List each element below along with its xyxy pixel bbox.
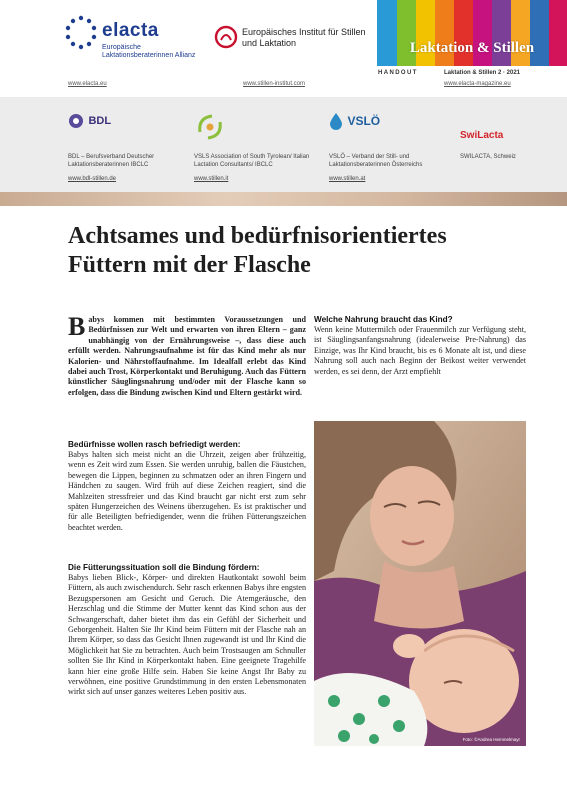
elacta-subtitle: Europäische Laktationsberaterinnen Allianz [102,44,196,59]
section-bonding-body: Babys lieben Blick-, Körper- und direkten Hautkontakt sowohl beim Füttern, als auch zwischendurch. Sehr rasch erkennen Babys ihre engsten Bezugspersonen am Gesicht und Geruch. Die Atemgeräusche, den Herzschlag und die Stimme der Mutter kennt das Kind schon aus der Schwangerschaft, daher bietet ihm das ein Gefühl der Sicherheit und Geborgenheit. Halten Sie Ihr Kind beim Füttern mit der Flasche nah an Ihrem Körper, so dass das Gesicht Ihnen zugewandt ist und Ihr Kind die Möglichkeit hat Sie zu betrachten. Auch beim Trostsaugen am Schnuller sollten Sie Ihr Kind in Körperkontakt haben. Eine geeignete Tragehilfe kann hier eine große Hilfe sein. Haben Sie keine Angst Ihr Baby zu verwöhnen, eine positive Grundstimmung in den ersten Lebensmonaten wirkt sich auf unser ganzes weiteres Leben positiv aus. [68,573,306,697]
magazine-title: Laktation & Stillen [409,40,535,56]
section-needs-body: Babys halten sich meist nicht an die Uhrzeit, zeigen aber frühzeitig, wenn es Zeit wird zum Essen. Sie werden unruhig, ballen die Fäustchen, bewegen die Lippen, beginnen zu schmatzen oder an ihren Fingern und Händchen zu saugen. Wird früh auf diese Zeichen reagiert, sind die Mahlzeiten stressfreier und das Kind braucht gar nicht erst zum sehr späten Hungerzeichen des Weinens überzugehen. Es ist praktischer und für alle Beteiligten befriedigender, wenn die frühen Fütterungszeichen beachtet werden. [68,450,306,532]
bdl-url[interactable]: www.bdl-stillen.de [68,176,117,182]
vslo-text: VSLÖ – Verband der Still- und Laktationsberaterinnen Österreichs [329,154,423,168]
article-title [68,222,548,280]
efi-logo [214,24,364,64]
vslo-drop-icon [329,112,343,130]
elacta-name: elacta [102,20,159,41]
handout-label: HANDOUT [378,70,418,76]
vslo-logo-text: VSLÖ [347,114,381,128]
lead-text: abys kommen mit bestimmten Voraussetzungen und Bedürfnissen zur Welt und erwarten von ihren Eltern – ganz unabhängig von der Ernährungsweise –, dass diese auch erfüllt werden. Nahrungsaufnahme ist für das Kind mehr als nur Kalorien- und Nährstoffaufnahme. Im Idealfall erlebt das Kind dabei auch Trost, Körperkontakt und Beruhigung. Auch das Füttern künstlicher Säuglingsnahrung und/oder mit der Flasche kann so erfolgen, dass die Bindung zwischen Kind und Eltern gestärkt wird. [68,315,306,397]
efi-url[interactable]: www.stillen-institut.com [243,81,306,87]
section-needs [68,440,306,533]
section-bonding [68,563,306,698]
vsls-text: VSLS Association of South Tyrolean/ Italian Lactation Consultants/ IBCLC [194,154,310,168]
article-title-line2: Füttern mit der Flasche [68,252,311,278]
section-food [314,315,526,377]
vsls-url[interactable]: www.stillen.it [194,176,229,182]
elacta-logo [62,14,202,74]
vsls-logo [194,112,226,147]
issue-label: Laktation & Stillen 2 · 2021 [444,70,521,76]
drop-cap: B [68,312,86,341]
swilacta-text: SWILACTA, Schweiz [460,154,516,160]
swilacta-logo-text: SwiLacta [460,130,504,141]
eu-stars-icon [62,14,100,54]
vslo-logo [329,112,380,130]
magazine-banner [377,0,567,66]
section-bonding-heading: Die Fütterungssituation soll die Bindung fördern: [68,563,260,572]
efi-emblem-icon [214,24,238,50]
elacta-url[interactable]: www.elacta.eu [68,81,107,87]
mother-baby-photo [314,421,526,746]
bdl-logo [68,112,111,130]
section-food-body: Wenn keine Muttermilch oder Frauenmilch zur Verfügung steht, ist Säuglingsanfangsnahrung (idealerweise Pre-Nahrung) das Einzige, was Ihr Kind braucht, bis es 6 Monate alt ist, und diese Nahrung soll auch nach Beginn der Beikost weiter verwendet werden, es sei denn, der Arzt empfiehlt [314,325,526,376]
article-title-line1: Achtsames und bedürfnisorientiertes [68,223,447,249]
section-food-heading: Welche Nahrung braucht das Kind? [314,315,453,324]
magazine-url[interactable]: www.elacta-magazine.eu [444,81,511,87]
bdl-text: BDL – Berufsverband Deutscher Laktationsberaterinnen IBCLC [68,154,155,168]
mother-baby-illustration [314,421,526,746]
bdl-logo-text: BDL [88,114,112,127]
bdl-emblem-icon [68,113,84,129]
top-photo-strip [0,192,567,206]
vsls-emblem-icon [194,112,226,142]
vslo-url[interactable]: www.stillen.at [329,176,366,182]
lead-paragraph [68,312,306,398]
photo-credit: Foto: ©Andrea Hemmelmayr [462,737,520,742]
swilacta-logo [460,125,503,143]
efi-name: Europäisches Institut für Stillen und Laktation [242,27,366,48]
section-needs-heading: Bedürfnisse wollen rasch befriedigt werden: [68,440,241,449]
